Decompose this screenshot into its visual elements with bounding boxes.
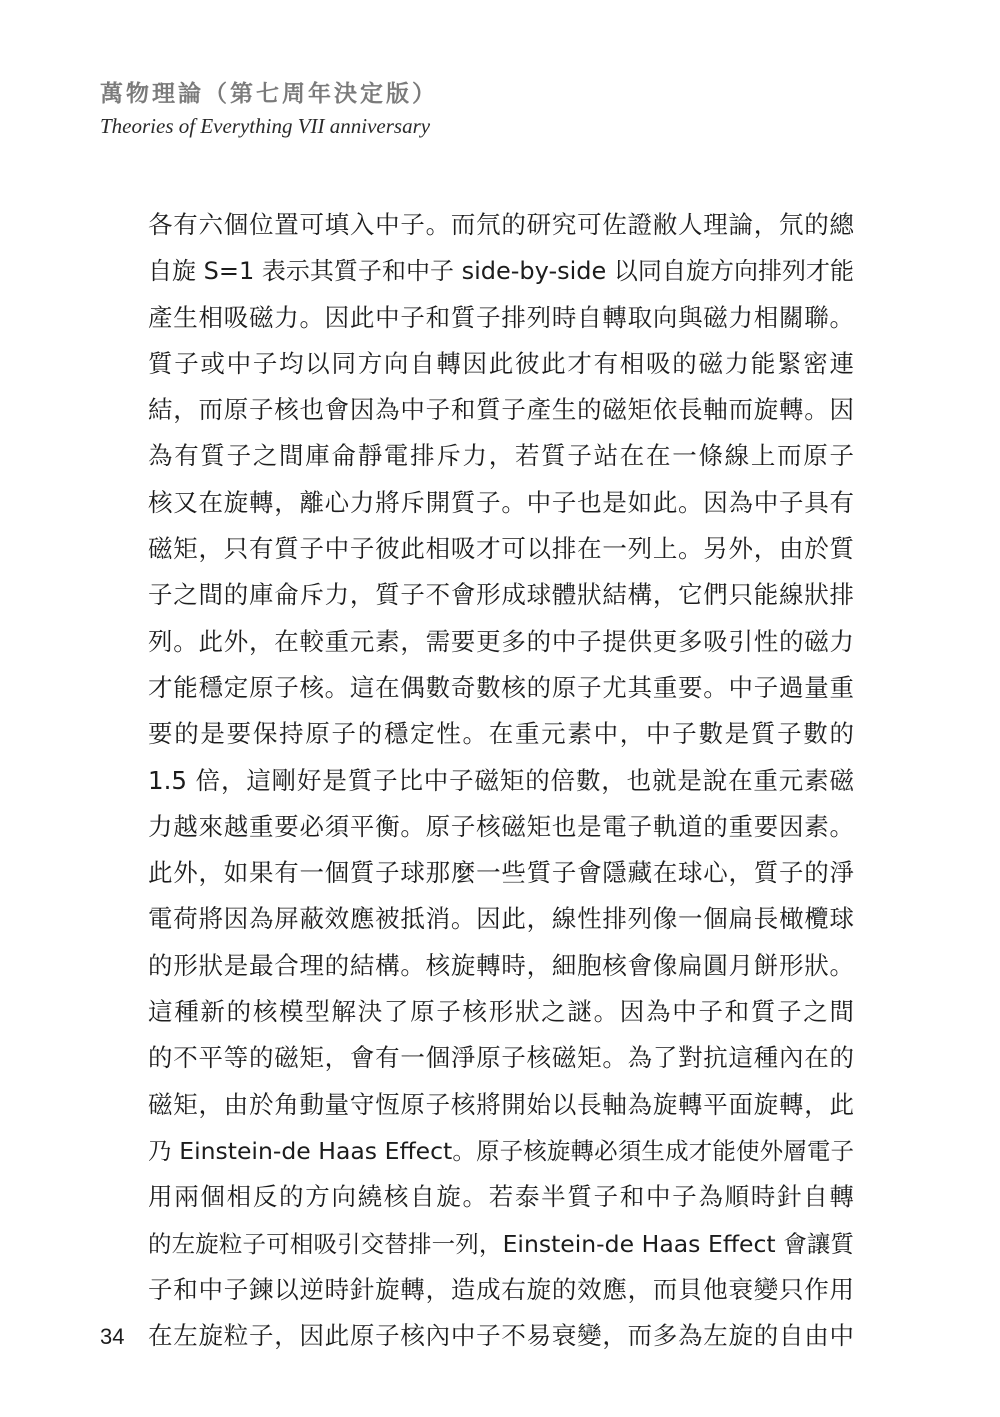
body-line: 的形狀是最合理的結構。核旋轉時，細胞核會像扁圓月餅形狀。 — [148, 950, 854, 980]
body-line: 核又在旋轉，離心力將斥開質子。中子也是如此。因為中子具有 — [148, 487, 854, 517]
body-line: 的左旋粒子可相吸引交替排一列，Einstein-de Haas Effect 會讓質 — [148, 1229, 854, 1258]
body-line: 這種新的核模型解決了原子核形狀之謎。因為中子和質子之間 — [148, 997, 854, 1027]
body-line: 乃 Einstein-de Haas Effect。原子核旋轉必須生成才能使外層電子 — [148, 1136, 854, 1165]
book-subtitle: Theories of Everything VII anniversary — [100, 114, 431, 138]
body-text — [148, 202, 854, 1359]
body-line: 的不平等的磁矩，會有一個淨原子核磁矩。為了對抗這種內在的 — [148, 1043, 854, 1073]
body-line: 力越來越重要必須平衡。原子核磁矩也是電子軌道的重要因素。 — [148, 811, 854, 841]
body-line: 磁矩，只有質子中子彼此相吸才可以排在一列上。另外，由於質 — [148, 534, 854, 564]
body-line: 在左旋粒子，因此原子核內中子不易衰變，而多為左旋的自由中 — [148, 1321, 854, 1351]
body-line: 各有六個位置可填入中子。而氘的研究可佐證敝人理論，氘的總 — [148, 210, 854, 239]
body-line: 自旋 S=1 表示其質子和中子 side-by-side 以同自旋方向排列才能 — [148, 257, 854, 286]
body-line: 子和中子鍊以逆時針旋轉，造成右旋的效應，而貝他衰變只作用 — [148, 1274, 854, 1304]
body-line: 列。此外，在較重元素，需要更多的中子提供更多吸引性的磁力 — [148, 626, 854, 656]
page-number: 34 — [100, 1324, 125, 1349]
body-line: 結，而原子核也會因為中子和質子產生的磁矩依長軸而旋轉。因 — [148, 395, 854, 425]
body-line: 電荷將因為屏蔽效應被抵消。因此，線性排列像一個扁長橄欖球 — [148, 904, 854, 934]
body-line: 質子或中子均以同方向自轉因此彼此才有相吸的磁力能緊密連 — [148, 348, 854, 378]
body-line: 1.5 倍，這剛好是質子比中子磁矩的倍數，也就是說在重元素磁 — [148, 765, 854, 795]
body-line: 磁矩，由於角動量守恆原子核將開始以長軸為旋轉平面旋轉，此 — [148, 1089, 854, 1119]
body-line: 要的是要保持原子的穩定性。在重元素中，中子數是質子數的 — [148, 719, 854, 749]
body-line: 為有質子之間庫侖靜電排斥力，若質子站在在一條線上而原子 — [148, 441, 854, 471]
body-line: 才能穩定原子核。這在偶數奇數核的原子尤其重要。中子過量重 — [148, 672, 854, 702]
book-title: 萬物理論（第七周年決定版） — [100, 81, 438, 107]
body-line: 用兩個相反的方向繞核自旋。若泰半質子和中子為順時針自轉 — [148, 1182, 854, 1212]
body-line: 此外，如果有一個質子球那麼一些質子會隱藏在球心，質子的淨 — [148, 858, 854, 888]
running-header — [100, 78, 438, 140]
body-line: 產生相吸磁力。因此中子和質子排列時自轉取向與磁力相關聯。 — [148, 302, 854, 332]
body-line: 子之間的庫侖斥力，質子不會形成球體狀結構，它們只能線狀排 — [148, 580, 854, 610]
